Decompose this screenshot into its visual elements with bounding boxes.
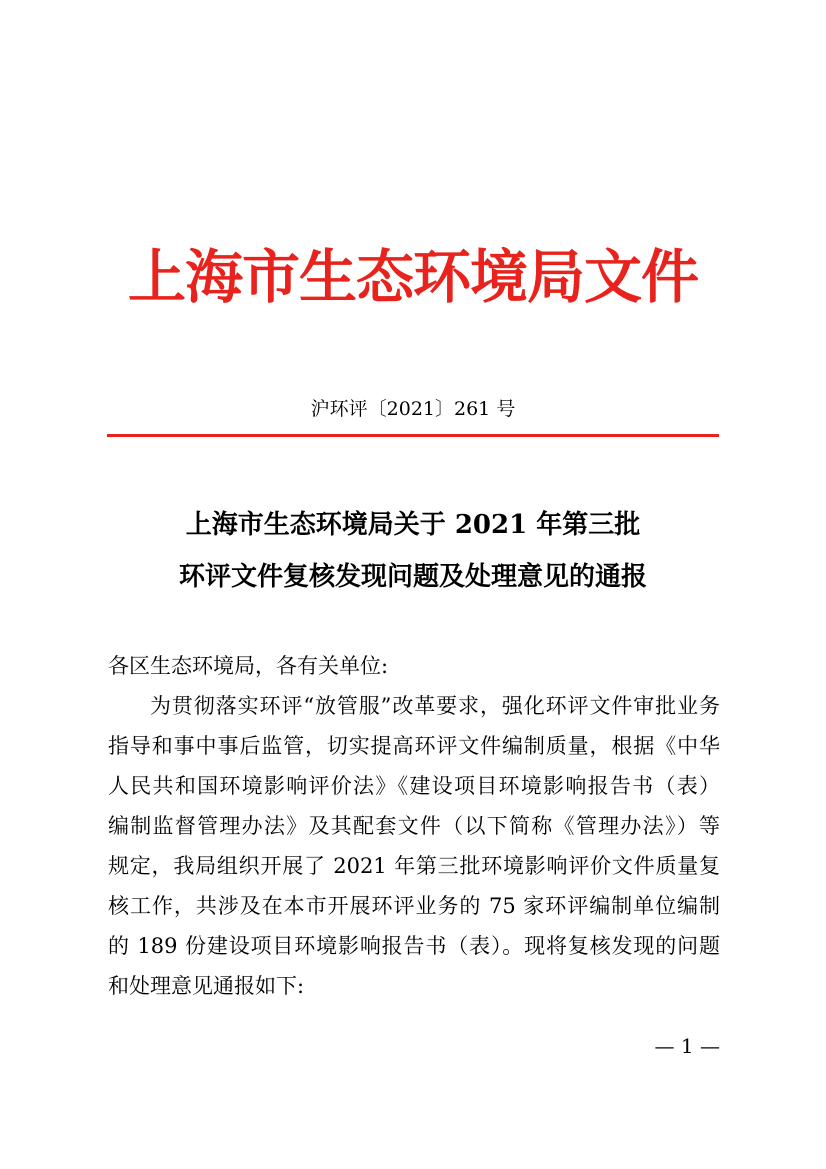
notice-title-line-2: 环评文件复核发现问题及处理意见的通报: [178, 562, 647, 592]
red-divider-line: [107, 434, 719, 437]
body-paragraph-line: 的 189 份建设项目环境影响报告书（表）。现将复核发现的问题: [108, 934, 720, 958]
salutation: 各区生态环境局，各有关单位:: [108, 654, 389, 678]
body-paragraph-line: 和处理意见通报如下:: [108, 974, 305, 998]
issuing-authority-title: 上海市生态环境局文件: [127, 243, 698, 311]
body-paragraph-line: 指导和事中事后监管，切实提高环评文件编制质量，根据《中华: [108, 734, 720, 758]
body-paragraph-line: 核工作，共涉及在本市开展环评业务的 75 家环评编制单位编制: [108, 894, 720, 918]
body-paragraph-line: 人民共和国环境影响评价法》《建设项目环境影响报告书（表）: [108, 774, 720, 798]
page-number: — 1 —: [654, 1034, 720, 1058]
body-paragraph-line: 编制监督管理办法》及其配套文件（以下简称《管理办法》）等: [108, 814, 720, 838]
body-paragraph-line: 规定，我局组织开展了 2021 年第三批环境影响评价文件质量复: [108, 854, 720, 878]
body-paragraph-line: 为贯彻落实环评“放管服”改革要求，强化环评文件审批业务: [150, 694, 720, 718]
notice-title-line-1: 上海市生态环境局关于 2021 年第三批: [185, 510, 641, 540]
document-number: 沪环评〔2021〕261 号: [310, 398, 516, 420]
